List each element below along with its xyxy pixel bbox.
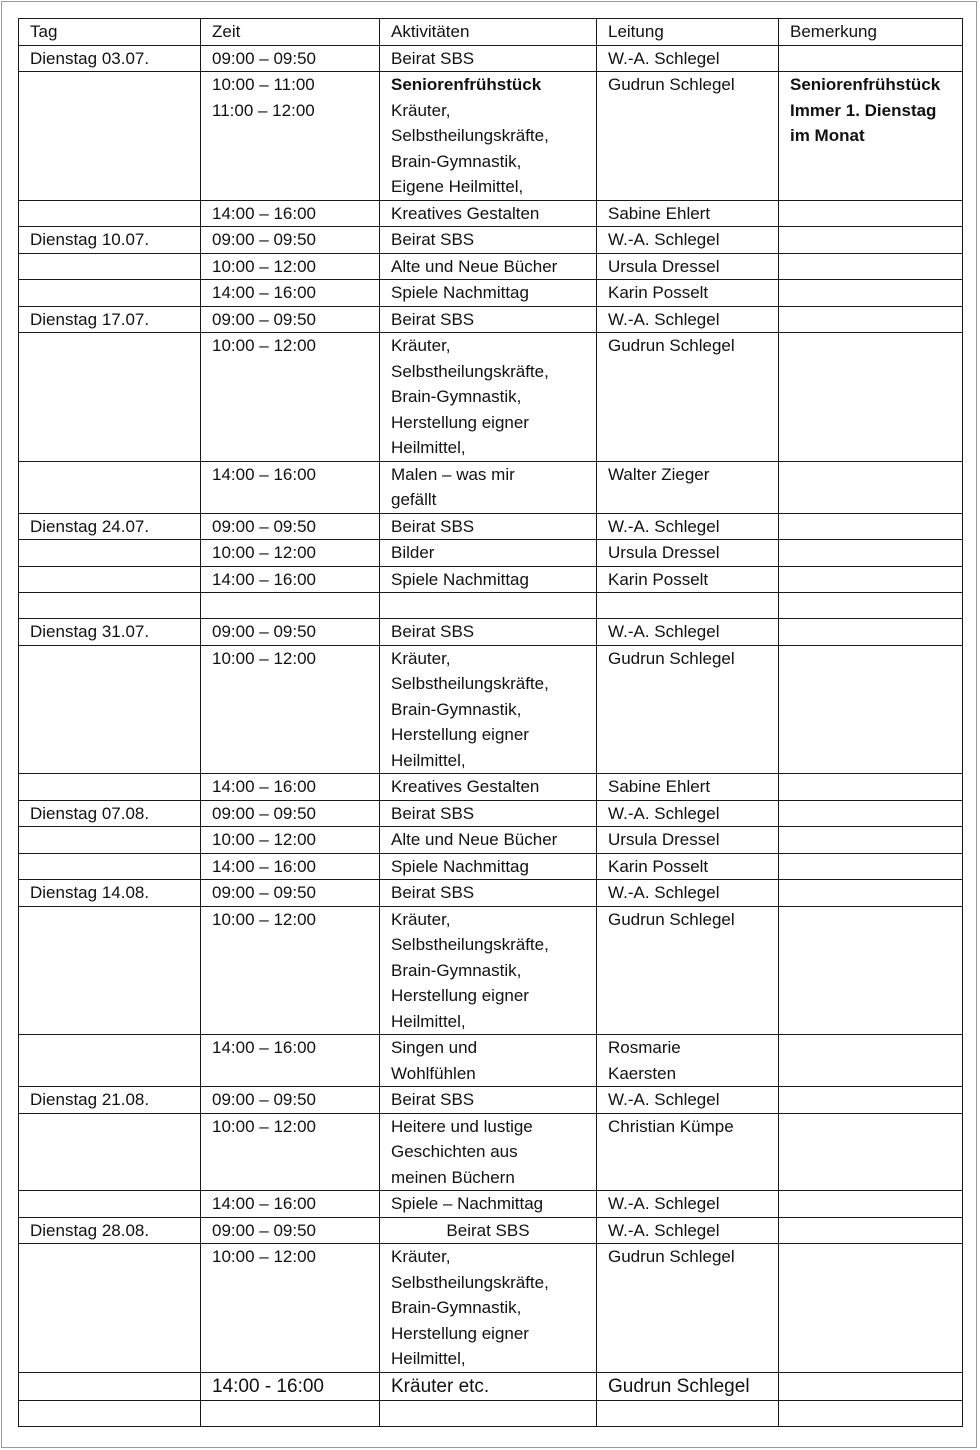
zeit-line: 10:00 – 11:00 xyxy=(212,75,315,94)
cell-tag: Dienstag 10.07. xyxy=(19,227,201,254)
cell-bemerkung xyxy=(779,645,963,774)
cell-zeit: 10:00 – 12:00 xyxy=(201,906,380,1035)
cell-zeit: 09:00 – 09:50 xyxy=(201,880,380,907)
cell-tag xyxy=(19,200,201,227)
aktivitaet-line: Selbstheilungskräfte, xyxy=(391,126,549,145)
cell-zeit: 10:00 – 12:00 xyxy=(201,1244,380,1373)
cell-bemerkung xyxy=(779,827,963,854)
schedule-table xyxy=(18,18,963,1427)
cell-aktivitaet: Spiele Nachmittag xyxy=(380,280,597,307)
cell-aktivitaet xyxy=(380,461,597,513)
cell-bemerkung xyxy=(779,1087,963,1114)
cell-tag xyxy=(19,827,201,854)
cell-bemerkung xyxy=(779,1244,963,1373)
cell-zeit: 14:00 – 16:00 xyxy=(201,200,380,227)
zeit-line: 11:00 – 12:00 xyxy=(212,100,315,120)
cell-zeit: 09:00 – 09:50 xyxy=(201,45,380,72)
cell-leitung: W.-A. Schlegel xyxy=(597,513,779,540)
table-row xyxy=(19,333,963,462)
cell-bemerkung xyxy=(779,800,963,827)
table-row xyxy=(19,1244,963,1373)
table-row xyxy=(19,45,963,72)
aktivitaet-line: Brain-Gymnastik, xyxy=(391,960,522,980)
header-leitung: Leitung xyxy=(597,19,779,46)
header-zeit: Zeit xyxy=(201,19,380,46)
cell-tag xyxy=(19,253,201,280)
cell-leitung: Karin Posselt xyxy=(597,566,779,593)
cell-aktivitaet: Beirat SBS xyxy=(380,1087,597,1114)
cell-aktivitaet xyxy=(380,1400,597,1426)
cell-tag: Dienstag 03.07. xyxy=(19,45,201,72)
aktivitaet-line: Heitere und lustige xyxy=(391,1116,533,1136)
cell-bemerkung xyxy=(779,1372,963,1400)
table-row xyxy=(19,1217,963,1244)
cell-aktivitaet: Spiele Nachmittag xyxy=(380,566,597,593)
table-row xyxy=(19,853,963,880)
cell-tag xyxy=(19,906,201,1035)
leitung-line: Kaersten xyxy=(608,1063,677,1083)
aktivitaet-line: Selbstheilungskräfte, xyxy=(391,361,549,381)
cell-bemerkung xyxy=(779,1191,963,1218)
cell-zeit: 10:00 – 12:00 xyxy=(201,253,380,280)
table-row xyxy=(19,513,963,540)
aktivitaet-line: Brain-Gymnastik, xyxy=(391,699,522,719)
cell-tag xyxy=(19,1372,201,1400)
cell-leitung: Ursula Dressel xyxy=(597,827,779,854)
cell-bemerkung xyxy=(779,540,963,567)
cell-aktivitaet: Bilder xyxy=(380,540,597,567)
cell-bemerkung xyxy=(779,774,963,801)
cell-zeit: 09:00 – 09:50 xyxy=(201,800,380,827)
aktivitaet-line: Selbstheilungskräfte, xyxy=(391,1272,549,1292)
cell-aktivitaet xyxy=(380,333,597,462)
cell-bemerkung xyxy=(779,880,963,907)
aktivitaet-line: gefällt xyxy=(391,490,437,509)
cell-tag xyxy=(19,774,201,801)
cell-leitung: Gudrun Schlegel xyxy=(597,1372,779,1400)
cell-aktivitaet xyxy=(380,906,597,1035)
cell-zeit: 09:00 – 09:50 xyxy=(201,1087,380,1114)
header-aktivitaeten: Aktivitäten xyxy=(380,19,597,46)
table-row xyxy=(19,645,963,774)
aktivitaet-line: Geschichten aus xyxy=(391,1142,518,1161)
header-bemerkung: Bemerkung xyxy=(779,19,963,46)
cell-zeit: 14:00 - 16:00 xyxy=(201,1372,380,1400)
cell-zeit: 10:00 – 12:00 xyxy=(201,1113,380,1191)
cell-zeit: 14:00 – 16:00 xyxy=(201,774,380,801)
cell-tag xyxy=(19,853,201,880)
table-row xyxy=(19,1113,963,1191)
cell-zeit: 10:00 – 12:00 xyxy=(201,333,380,462)
cell-aktivitaet: Beirat SBS xyxy=(380,619,597,646)
cell-tag: Dienstag 14.08. xyxy=(19,880,201,907)
cell-bemerkung xyxy=(779,566,963,593)
cell-aktivitaet: Kreatives Gestalten xyxy=(380,774,597,801)
table-row xyxy=(19,540,963,567)
cell-tag: Dienstag 17.07. xyxy=(19,306,201,333)
cell-tag xyxy=(19,1191,201,1218)
cell-leitung: Gudrun Schlegel xyxy=(597,72,779,201)
cell-leitung xyxy=(597,593,779,619)
cell-leitung: Ursula Dressel xyxy=(597,540,779,567)
cell-bemerkung xyxy=(779,1035,963,1087)
cell-zeit: 14:00 – 16:00 xyxy=(201,1035,380,1087)
cell-zeit: 10:00 – 12:00 xyxy=(201,540,380,567)
table-row xyxy=(19,827,963,854)
aktivitaet-line: Herstellung eigner xyxy=(391,1323,529,1343)
cell-tag: Dienstag 07.08. xyxy=(19,800,201,827)
cell-tag: Dienstag 31.07. xyxy=(19,619,201,646)
cell-leitung: Ursula Dressel xyxy=(597,253,779,280)
aktivitaet-line: Brain-Gymnastik, xyxy=(391,151,522,171)
cell-aktivitaet xyxy=(380,645,597,774)
empty-row xyxy=(19,593,963,619)
table-row xyxy=(19,72,963,201)
table-row xyxy=(19,200,963,227)
aktivitaet-line: Kräuter, xyxy=(391,1247,451,1266)
aktivitaet-line: Selbstheilungskräfte, xyxy=(391,935,549,954)
cell-aktivitaet xyxy=(380,72,597,201)
cell-tag xyxy=(19,645,201,774)
cell-aktivitaet: Beirat SBS xyxy=(380,45,597,72)
aktivitaet-line: Kräuter, xyxy=(391,336,451,355)
cell-tag xyxy=(19,280,201,307)
cell-leitung: Gudrun Schlegel xyxy=(597,333,779,462)
aktivitaet-line: meinen Büchern xyxy=(391,1167,515,1187)
cell-zeit: 10:00 – 12:00 xyxy=(201,827,380,854)
cell-leitung: Sabine Ehlert xyxy=(597,774,779,801)
cell-zeit: 14:00 – 16:00 xyxy=(201,853,380,880)
bemerkung-line: Seniorenfrühstück xyxy=(790,75,941,94)
cell-aktivitaet: Beirat SBS xyxy=(380,513,597,540)
aktivitaet-title: Seniorenfrühstück xyxy=(391,75,542,94)
table-row xyxy=(19,566,963,593)
cell-zeit: 14:00 – 16:00 xyxy=(201,1191,380,1218)
cell-bemerkung xyxy=(779,513,963,540)
cell-bemerkung xyxy=(779,853,963,880)
cell-aktivitaet: Spiele Nachmittag xyxy=(380,853,597,880)
table-row xyxy=(19,906,963,1035)
cell-tag xyxy=(19,593,201,619)
cell-zeit: 09:00 – 09:50 xyxy=(201,227,380,254)
cell-bemerkung xyxy=(779,227,963,254)
cell-tag xyxy=(19,1113,201,1191)
aktivitaet-line: Kräuter, xyxy=(391,100,451,120)
cell-leitung: Karin Posselt xyxy=(597,853,779,880)
cell-leitung: W.-A. Schlegel xyxy=(597,1217,779,1244)
cell-zeit: 09:00 – 09:50 xyxy=(201,513,380,540)
cell-tag xyxy=(19,1035,201,1087)
leitung-line: Rosmarie xyxy=(608,1038,681,1057)
cell-bemerkung xyxy=(779,45,963,72)
cell-leitung: Walter Zieger xyxy=(597,461,779,513)
cell-leitung: Gudrun Schlegel xyxy=(597,906,779,1035)
cell-aktivitaet: Beirat SBS xyxy=(380,1217,597,1244)
aktivitaet-line: Heilmittel, xyxy=(391,750,466,770)
aktivitaet-line: Kräuter, xyxy=(391,909,451,929)
cell-leitung: Christian Kümpe xyxy=(597,1113,779,1191)
bemerkung-line: im Monat xyxy=(790,126,865,145)
cell-zeit xyxy=(201,1400,380,1426)
cell-aktivitaet: Beirat SBS xyxy=(380,306,597,333)
cell-bemerkung xyxy=(779,593,963,619)
aktivitaet-line: Heilmittel, xyxy=(391,1011,466,1031)
cell-tag xyxy=(19,1400,201,1426)
cell-tag xyxy=(19,540,201,567)
cell-aktivitaet: Beirat SBS xyxy=(380,227,597,254)
cell-zeit: 14:00 – 16:00 xyxy=(201,566,380,593)
aktivitaet-line: Singen und xyxy=(391,1038,478,1057)
cell-leitung xyxy=(597,1400,779,1426)
cell-bemerkung xyxy=(779,461,963,513)
cell-aktivitaet: Beirat SBS xyxy=(380,800,597,827)
cell-tag xyxy=(19,72,201,201)
cell-bemerkung xyxy=(779,200,963,227)
cell-leitung: W.-A. Schlegel xyxy=(597,1087,779,1114)
table-row xyxy=(19,880,963,907)
cell-bemerkung xyxy=(779,906,963,1035)
aktivitaet-line: Wohlfühlen xyxy=(391,1063,476,1083)
cell-zeit: 09:00 – 09:50 xyxy=(201,306,380,333)
cell-zeit: 09:00 – 09:50 xyxy=(201,1217,380,1244)
cell-bemerkung xyxy=(779,253,963,280)
aktivitaet-line: Kräuter, xyxy=(391,648,451,668)
cell-bemerkung xyxy=(779,333,963,462)
cell-zeit: 14:00 – 16:00 xyxy=(201,461,380,513)
cell-zeit: 10:00 – 12:00 xyxy=(201,645,380,774)
header-row xyxy=(19,19,963,46)
cell-zeit xyxy=(201,72,380,201)
cell-aktivitaet: Alte und Neue Bücher xyxy=(380,827,597,854)
header-tag: Tag xyxy=(19,19,201,46)
cell-bemerkung xyxy=(779,1400,963,1426)
aktivitaet-line: Brain-Gymnastik, xyxy=(391,387,522,406)
table-row xyxy=(19,227,963,254)
bemerkung-line: Immer 1. Dienstag xyxy=(790,100,937,120)
cell-leitung: Sabine Ehlert xyxy=(597,200,779,227)
cell-leitung: W.-A. Schlegel xyxy=(597,880,779,907)
cell-bemerkung xyxy=(779,619,963,646)
cell-leitung: W.-A. Schlegel xyxy=(597,306,779,333)
table-row xyxy=(19,1087,963,1114)
cell-zeit: 09:00 – 09:50 xyxy=(201,619,380,646)
cell-leitung: Gudrun Schlegel xyxy=(597,1244,779,1373)
cell-aktivitaet xyxy=(380,1244,597,1373)
cell-aktivitaet: Spiele – Nachmittag xyxy=(380,1191,597,1218)
table-row xyxy=(19,253,963,280)
table-row xyxy=(19,1372,963,1400)
table-row xyxy=(19,306,963,333)
aktivitaet-line: Selbstheilungskräfte, xyxy=(391,674,549,693)
cell-tag xyxy=(19,333,201,462)
aktivitaet-line: Malen – was mir xyxy=(391,464,515,484)
cell-aktivitaet: Kreatives Gestalten xyxy=(380,200,597,227)
table-row xyxy=(19,1191,963,1218)
empty-row xyxy=(19,1400,963,1426)
cell-tag xyxy=(19,461,201,513)
cell-bemerkung xyxy=(779,280,963,307)
aktivitaet-line: Herstellung eigner xyxy=(391,725,529,744)
cell-aktivitaet xyxy=(380,1113,597,1191)
cell-zeit: 14:00 – 16:00 xyxy=(201,280,380,307)
cell-zeit xyxy=(201,593,380,619)
table-row xyxy=(19,1035,963,1087)
cell-leitung: W.-A. Schlegel xyxy=(597,227,779,254)
table-row xyxy=(19,280,963,307)
cell-tag: Dienstag 21.08. xyxy=(19,1087,201,1114)
aktivitaet-line: Heilmittel, xyxy=(391,1349,466,1368)
table-row xyxy=(19,619,963,646)
cell-leitung: Gudrun Schlegel xyxy=(597,645,779,774)
cell-aktivitaet: Beirat SBS xyxy=(380,880,597,907)
cell-tag xyxy=(19,1244,201,1373)
table-row xyxy=(19,800,963,827)
table-row xyxy=(19,461,963,513)
cell-tag: Dienstag 24.07. xyxy=(19,513,201,540)
table-row xyxy=(19,774,963,801)
cell-aktivitaet xyxy=(380,1035,597,1087)
cell-aktivitaet: Alte und Neue Bücher xyxy=(380,253,597,280)
cell-leitung: Karin Posselt xyxy=(597,280,779,307)
cell-leitung: W.-A. Schlegel xyxy=(597,1191,779,1218)
cell-leitung: W.-A. Schlegel xyxy=(597,45,779,72)
cell-bemerkung xyxy=(779,72,963,201)
aktivitaet-line: Herstellung eigner xyxy=(391,412,529,432)
cell-leitung xyxy=(597,1035,779,1087)
aktivitaet-line: Heilmittel, xyxy=(391,438,466,457)
cell-bemerkung xyxy=(779,306,963,333)
cell-aktivitaet xyxy=(380,593,597,619)
cell-tag xyxy=(19,566,201,593)
aktivitaet-line: Brain-Gymnastik, xyxy=(391,1298,522,1317)
cell-tag: Dienstag 28.08. xyxy=(19,1217,201,1244)
cell-leitung: W.-A. Schlegel xyxy=(597,619,779,646)
cell-bemerkung xyxy=(779,1217,963,1244)
cell-aktivitaet: Kräuter etc. xyxy=(380,1372,597,1400)
aktivitaet-line: Herstellung eigner xyxy=(391,986,529,1005)
cell-leitung: W.-A. Schlegel xyxy=(597,800,779,827)
cell-bemerkung xyxy=(779,1113,963,1191)
aktivitaet-line: Eigene Heilmittel, xyxy=(391,177,524,196)
